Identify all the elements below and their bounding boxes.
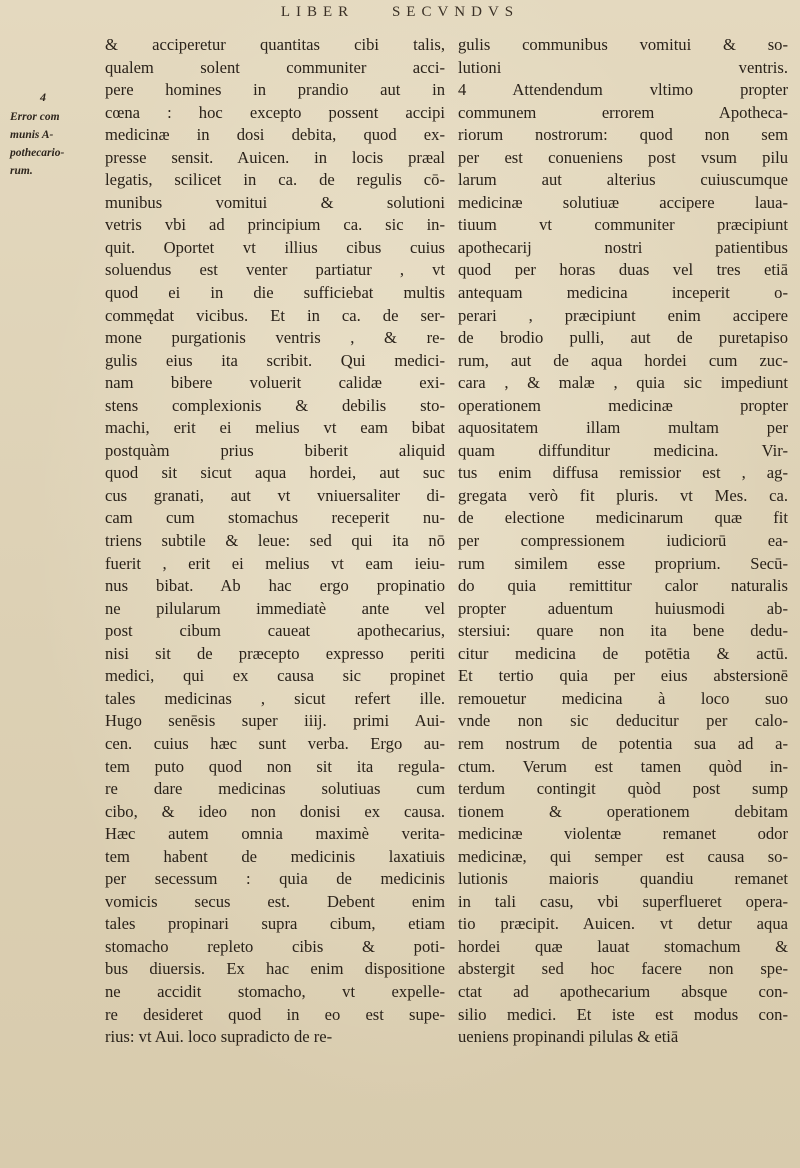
margin-note [10,88,76,180]
right-text-column [458,34,788,1049]
text-line: cen. cuius hæc sunt verba. Ergo au- [105,733,445,753]
text-line: quod sit sicut aqua hordei, aut suc [105,463,445,483]
text-line: Hugo senēsis super iiij. primi Aui- [105,711,445,731]
text-line: tionem & operationem debitam [458,801,788,821]
text-line: abstergit sed hoc facere non spe- [458,959,788,979]
text-line: do quia remittitur calor naturalis [458,576,788,596]
text-line: tus enim diffusa remissior est , ag- [458,463,788,483]
text-line: per compressionem iudiciorū ea- [458,531,788,551]
text-line: postquàm prius biberit aliquid [105,440,445,460]
text-line: bus diuersis. Ex hac enim dispositione [105,959,445,979]
text-line: tio præcipit. Auicen. vt detur aqua [458,914,788,934]
text-line: vnde non sic deducitur per calo- [458,711,788,731]
text-line: rius: vt Aui. loco supradicto de re- [105,1027,333,1047]
text-line: remouetur medicina à loco suo [458,688,788,708]
text-line: nus bibat. Ab hac ergo propinatio [105,576,445,596]
text-line: machi, erit ei melius vt eam bibat [105,418,445,438]
text-line: post cibum caueat apothecarius, [105,621,445,641]
text-line: stersiui: quare non ita bene dedu- [458,621,788,641]
text-line: antequam medicina inceperit o- [458,283,788,303]
text-line: per secessum : quia de medicinis [105,869,445,889]
text-line: operationem medicinæ propter [458,395,788,415]
text-line: gregata verò fit pluris. vt Mes. ca. [458,485,788,505]
text-line: tiuum vt communiter præcipiunt [458,215,788,235]
margin-note-mark: 4 [40,90,46,104]
text-line: commędat vicibus. Et in ca. de ser- [105,305,445,325]
text-line: quit. Oportet vt illius cibus cuius [105,237,445,257]
text-line: qualem solent communiter acci- [105,57,445,77]
text-line: Hæc autem omnia maximè verita- [105,824,445,844]
text-line: & acciperetur quantitas cibi talis, [105,35,445,54]
text-line: ne pilularum immediatè ante vel [105,598,445,618]
header-right: SECVNDVS [391,4,520,20]
margin-note-line: munis A- [10,129,54,141]
margin-note-line: pothecario- [10,147,65,159]
text-line: rum similem esse proprium. Secū- [458,553,788,573]
text-line: vomicis secus est. Debent enim [105,891,445,911]
text-line: mone purgationis ventris , & re- [105,328,445,348]
text-line: lutioni ventris. [458,57,788,77]
text-line: ctum. Verum est tamen quòd in- [458,756,788,776]
text-line: vetris vbi ad principium ca. sic in- [105,215,445,235]
text-line: tales medicinas , sicut refert ille. [105,688,445,708]
running-header [0,4,800,21]
header-left: LIBER [280,4,355,20]
text-line: medicinæ, qui semper est causa so- [458,846,788,866]
text-line: rum, aut de aqua hordei cum zuc- [458,350,788,370]
text-line: quod per horas duas vel tres etiā [458,260,788,280]
text-line: soluendus est venter partiatur , vt [105,260,445,280]
left-text-column [105,34,445,1049]
text-line: propter aduentum huiusmodi ab- [458,598,788,618]
text-line: in tali casu, vbi superflueret opera- [458,891,788,911]
margin-note-line: Error com [10,111,60,123]
text-line: medicinæ violentæ remanet odor [458,824,788,844]
text-line: silio medici. Et iste est modus con- [458,1004,788,1024]
text-line: perari , præcipiunt enim accipere [458,305,788,325]
text-line: terdum contingit quòd post sump [458,779,788,799]
text-line: tales propinari supra cibum, etiam [105,914,445,934]
text-line: de electione medicinarum quæ fit [458,508,788,528]
text-line: Et tertio quia per eius abstersionē [458,666,788,686]
text-line: ne accidit stomacho, vt expelle- [105,981,445,1001]
text-line: nam bibere voluerit calidæ exi- [105,373,445,393]
text-line: cus granati, aut vt vniuersaliter di- [105,485,445,505]
text-line: larum aut alterius cuiuscumque [458,170,788,190]
text-line: fuerit , erit ei melius vt eam ieiu- [105,553,445,573]
text-line: re desideret quod in eo est supe- [105,1004,445,1024]
text-line: aquositatem illam multam per [458,418,788,438]
text-line: communem errorem Apotheca- [458,102,788,122]
text-line: rem nostrum de potentia sua ad a- [458,733,788,753]
text-line: ueniens propinandi pilulas & etiā [458,1027,679,1047]
text-line: nisi sit de præcepto expresso periti [105,643,445,663]
text-line: medicinæ solutiuæ accipere laua- [458,192,788,212]
text-line: cam cum stomachus receperit nu- [105,508,445,528]
text-line: quod ei in die sufficiebat multis [105,283,445,303]
margin-note-line: rum. [10,165,33,177]
text-line: legatis, scilicet in ca. de regulis cō- [105,170,445,190]
text-line: stens complexionis & debilis sto- [105,395,445,415]
text-line: lutionis maioris quandiu remanet [458,869,788,889]
text-line: apothecarij nostri patientibus [458,237,788,257]
text-line: cibo, & ideo non donisi ex causa. [105,801,445,821]
text-line: ctat ad apothecarium absque con- [458,981,788,1001]
text-line: gulis eius ita scribit. Qui medici- [105,350,445,370]
text-line: presse sensit. Auicen. in locis præal [105,147,445,167]
text-line: de brodio pulli, aut de puretapiso [458,328,788,348]
text-line: hordei quæ lauat stomachum & [458,936,788,956]
text-line: medicinæ in dosi debita, quod ex- [105,125,445,145]
text-line: gulis communibus vomitui & so- [458,35,788,54]
text-line: cara , & malæ , quia sic impediunt [458,373,788,393]
text-line: pere homines in prandio aut in [105,80,445,100]
text-line: triens subtile & leue: sed qui ita nō [105,531,445,551]
text-line: tem habent de medicinis laxatiuis [105,846,445,866]
text-line: riorum nostrorum: quod non sem [458,125,788,145]
text-line: quam diffunditur medicina. Vir- [458,440,788,460]
text-line: re dare medicinas solutiuas cum [105,779,445,799]
text-line: medici, qui ex causa sic propinet [105,666,445,686]
text-line: cœna : hoc excepto possent accipi [105,102,445,122]
text-line: tem puto quod non sit ita regula- [105,756,445,776]
text-line: 4 Attendendum vltimo propter [458,80,788,100]
text-line: per est conueniens post vsum pilu [458,147,788,167]
text-line: stomacho repleto cibis & poti- [105,936,445,956]
text-line: munibus vomitui & solutioni [105,192,445,212]
text-line: citur medicina de potētia & actū. [458,643,788,663]
